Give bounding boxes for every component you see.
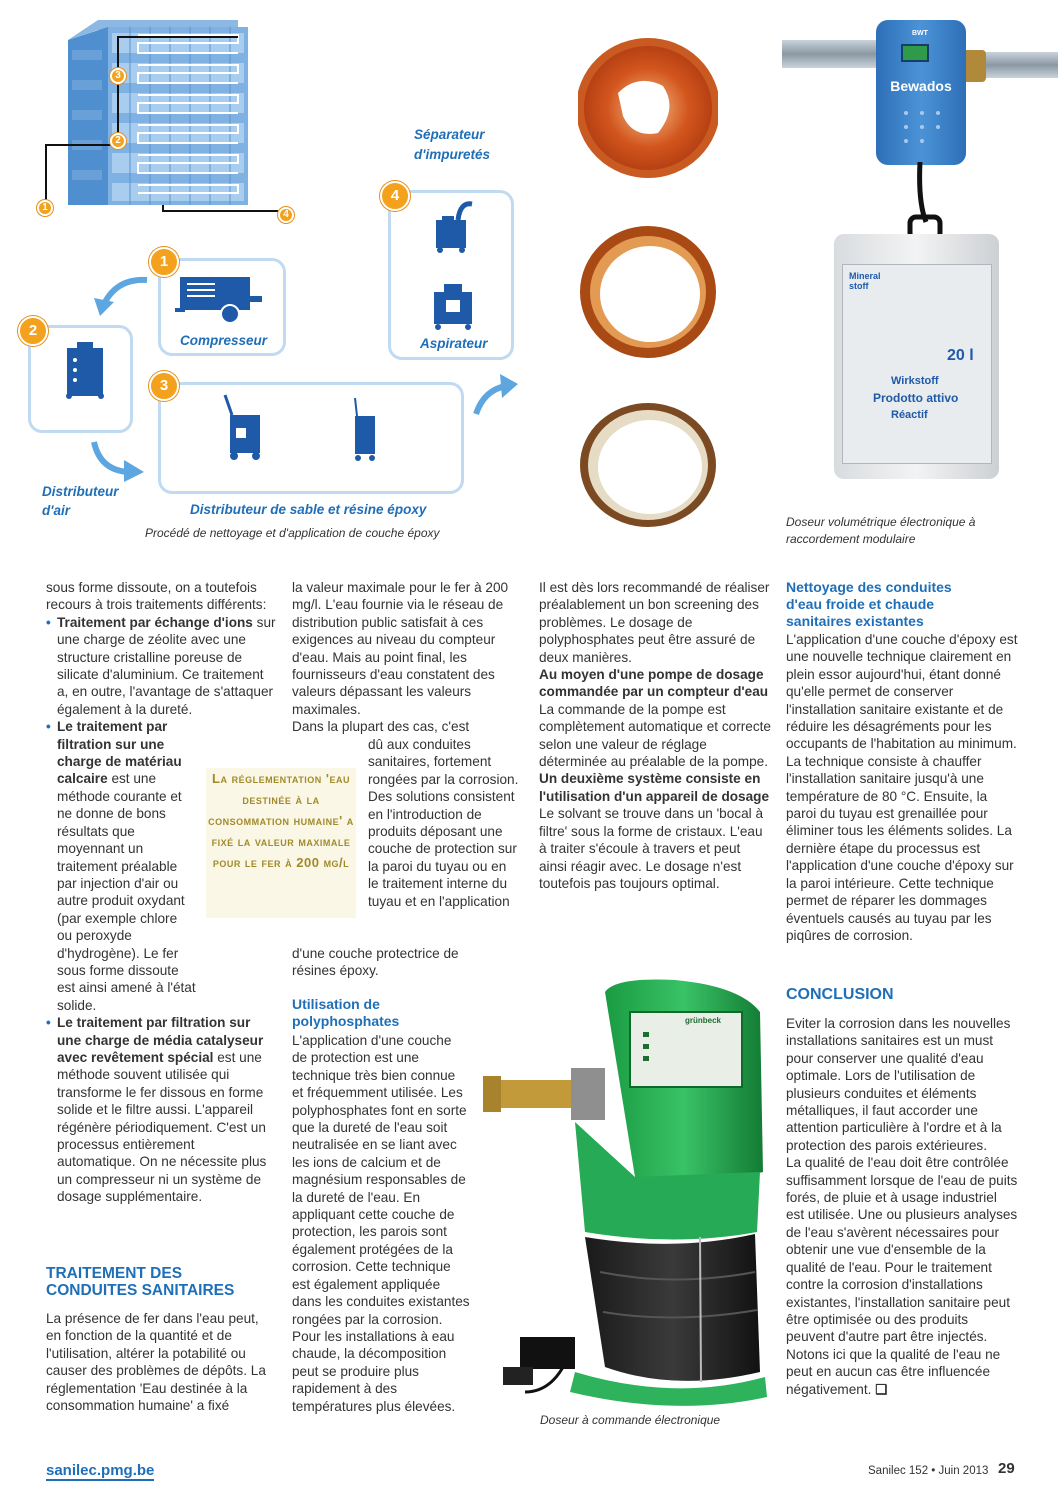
bewados-display xyxy=(901,44,929,62)
dosing-unit-drawing xyxy=(475,972,775,1412)
building-illustration xyxy=(38,15,308,225)
step-3-marker: 3 xyxy=(110,68,126,84)
bullet-2-title: Le traitement par filtration sur une charge de matériau calcaire xyxy=(57,719,182,787)
diagram-caption: Procédé de nettoyage et d'application de couche époxy xyxy=(145,526,440,540)
col1-intro: sous forme dissoute, on a toutefois recours à trois traitements différents: xyxy=(46,580,267,613)
mineral-canister xyxy=(834,234,999,479)
col4-conclusion xyxy=(786,1015,1018,1398)
box-3-marker: 3 xyxy=(149,371,179,401)
box-4-marker: 4 xyxy=(380,181,410,211)
bewados-hose xyxy=(900,162,950,242)
dosing-unit-brand: grünbeck xyxy=(685,1016,722,1025)
flow-arrow-3-to-4 xyxy=(470,372,520,418)
canister-prodotto: Prodotto attivo xyxy=(873,391,959,405)
col2-p2c: d'une couche protectrice de résines époxy. xyxy=(292,946,459,979)
bullet-3-title: Le traitement par filtration sur une charge de média catalyseur avec revêtement spécial xyxy=(57,1015,264,1065)
separator-icon xyxy=(428,196,476,254)
canister-wirkstoff: Wirkstoff xyxy=(891,375,939,387)
doseur-volumetrique-caption: Doseur volumétrique électronique à raccordement modulaire xyxy=(786,515,976,546)
col4-p1: L'application d'une couche d'époxy est une nouvelle technique clairement en plein essor aujourd'hui, étant donné qu'elle permet de conserver l'installation sanitaire existante et de réduire les désagréments pour les occupants de l'habitation au minimum. La technique consiste à chauffer l'installation sanitaire jusqu'à une température de 80 °C. Ensuite, la paroi du tuyau est grenaillée pour éliminer tous les éléments solides. La dernière étape du processus est l'application d'une couche d'époxy sur la paroi intérieure. Cette technique permet de réparer les dommages éventuels causés au tuyau par les piqûres de corrosion. xyxy=(786,632,1018,943)
dosing-unit-photo xyxy=(475,972,775,1412)
flow-arrow-2-to-3 xyxy=(88,438,148,482)
bullet-1 xyxy=(46,614,276,718)
col3-h2: Un deuxième système consiste en l'utilisation d'un appareil de dosage xyxy=(539,771,770,804)
separateur-label: Séparateur d'impuretés xyxy=(414,127,490,162)
bewados-dots xyxy=(898,105,948,155)
compressor-icon xyxy=(175,272,265,327)
distributeur-sable-box xyxy=(158,382,464,494)
col4-p2: Eviter la corrosion dans les nouvelles installations sanitaires est un must pour conserver une qualité d'eau optimale. Lors de l'utilisation de plusieurs conduites et éléments métalliques, il faut accorder une attention particulière à l'ordre et à la protection des parois extérieures. xyxy=(786,1016,1011,1153)
bullet-2-text: est une méthode courante et ne donne de bons résultats que moyennant un traitement préalable par injection d'air ou autre produit oxydant (par exemple chlore ou peroxyde d'hydrogène). Le fer sous forme dissoute est ainsi amené à l'état solide. xyxy=(57,771,196,1013)
pull-quote: La réglementation 'eau destinée à la consommation humaine' a fixé la valeur maximale pour le fer à 200 mg/l xyxy=(206,768,356,918)
flow-arrow-1-to-2 xyxy=(92,272,152,316)
canister-label xyxy=(842,264,992,464)
air-distributor-icon xyxy=(55,340,115,400)
canister-volume: 20 l xyxy=(947,347,974,364)
bewados-name: Bewados xyxy=(890,78,952,94)
col1-after-heading: La présence de fer dans l'eau peut, en fonction de la quantité et de l'utilisation, altérer la potabilité ou causer des problèmes de dépôts. La réglementation 'Eau destinée à la consommation humaine' a fixé xyxy=(46,1311,266,1414)
step-2-marker: 2 xyxy=(110,133,126,149)
compresseur-label: Compresseur xyxy=(180,333,268,348)
col3-p2: La commande de la pompe est complètement automatique et correcte selon une valeur de réglage déterminée au préalable de la pompe. xyxy=(539,701,771,770)
footer-website[interactable]: sanilec.pmg.be xyxy=(46,1462,155,1479)
bullet-3-text: est une méthode souvent utilisée qui transforme le fer dissous en forme solide et le filtre aussi. L'appareil régénère périodiquement. C'est un processus entièrement automatique. On ne nécessite plus un compresseur ni un système de dosage supplémentaire. xyxy=(57,1049,267,1205)
page-number: 29 xyxy=(998,1460,1015,1477)
col3-h1: Au moyen d'une pompe de dosage commandée par un compteur d'eau xyxy=(539,667,769,700)
bewados-unit xyxy=(876,20,966,165)
col2-p2a: Dans la plupart des cas, c'est xyxy=(292,719,470,734)
box-1-marker: 1 xyxy=(149,247,179,277)
aspirateur-label: Aspirateur xyxy=(420,336,488,351)
epoxy-coated-pipe-photo xyxy=(578,400,718,530)
resin-distributor-icon xyxy=(350,396,380,462)
box-2-marker: 2 xyxy=(18,316,48,346)
col2-p2b: dû aux conduites sanitaires, fortement rongées par la corrosion. Des solutions consistent en l'introduction de produits déposant une couche de protection sur la paroi du tuyau ou en le traitement interne du tuyau et en l'application xyxy=(368,737,519,909)
step-4-marker: 4 xyxy=(278,207,294,223)
distributeur-air-label: Distributeur d'air xyxy=(42,484,119,518)
col2-p3: L'application d'une couche de protection est une technique très bien connue et fréquemment utilisée. Les polyphosphates font en sorte que la dureté de l'eau soit neutralisée en se liant avec les ions de calcium et de magnésium responsables de la dureté de l'eau. En appliquant cette couche de protection, les parois sont également protégées de la corrosion. Cette technique est également appliquée dans les conduites existantes rongées par la corrosion. Pour les installations à eau chaude, la décomposition peut se produire plus rapidement à des températures plus élevées. xyxy=(292,1033,470,1414)
col1-heading: TRAITEMENT DES CONDUITES SANITAIRES xyxy=(46,1265,235,1299)
partially-cleaned-pipe-photo xyxy=(578,222,718,362)
col2-p1: la valeur maximale pour le fer à 200 mg/l. L'eau fournie via le réseau de distribution public satisfait à ces exigences au niveau du compteur d'eau. Mais au point final, les fournisseurs d'eau constatent des valeurs dépassant les valeurs maximales. xyxy=(292,580,509,717)
col2-heading: Utilisation de polyphosphates xyxy=(292,996,400,1029)
column-3 xyxy=(539,579,771,892)
distributeur-sable-label: Distributeur de sable et résine époxy xyxy=(190,502,427,517)
end-mark: ❑ xyxy=(875,1381,888,1397)
bullet-2 xyxy=(46,718,196,1014)
canister-reactif: Réactif xyxy=(891,409,928,421)
vacuum-icon xyxy=(428,280,478,332)
canister-brand: Mineral stoff xyxy=(849,271,881,291)
bullet-1-title: Traitement par échange d'ions xyxy=(57,614,253,630)
footer-issue: Sanilec 152 • Juin 2013 xyxy=(868,1465,989,1477)
col4-p3: La qualité de l'eau doit être contrôlée suffisamment lorsque de l'eau de puits forés, de pluie et à usage industriel est utilisée. Une ou plusieurs analyses de l'eau s'avèrent nécessaires pour obtenir une vue d'ensemble de la qualité de l'eau. Pour le traitement contre la corrosion d'installations existantes, l'installation sanitaire peut être optimisée ou des produits peuvent d'autre part être injectés. Notons ici que la qualité de l'eau ne peut en aucun cas être influencée négativement. ❑ xyxy=(786,1155,1018,1397)
step-1-marker: 1 xyxy=(37,200,53,216)
sand-distributor-icon xyxy=(222,390,267,462)
doseur-commande-caption: Doseur à commande électronique xyxy=(540,1413,721,1427)
corroded-pipe-photo xyxy=(578,38,718,178)
col3-p1: Il est dès lors recommandé de réaliser préalablement un bon screening des problèmes. Le dosage de polyphosphates peut être assuré de deux manières. xyxy=(539,580,770,665)
bwt-logo: BWT xyxy=(912,30,928,37)
col4-heading: Nettoyage des conduites d'eau froide et chaude sanitaires existantes xyxy=(786,579,952,629)
bewados-photo xyxy=(782,12,1052,507)
col3-p3: Le solvant se trouve dans un 'bocal à filtre' sous la forme de cristaux. L'eau à traiter s'écoule à travers et peut ainsi réagir avec. Le dosage n'est toutefois pas toujours optimal. xyxy=(539,806,764,891)
water-pipe xyxy=(782,40,882,68)
bullet-1-text: sur une charge de zéolite avec une structure cristalline poreuse de silicate d'aluminium. Ce traitement a, en outre, l'avantage de s'attaquer également à la dureté. xyxy=(57,614,276,717)
bullet-3 xyxy=(46,1014,276,1205)
conclusion-heading: CONCLUSION xyxy=(786,986,894,1003)
